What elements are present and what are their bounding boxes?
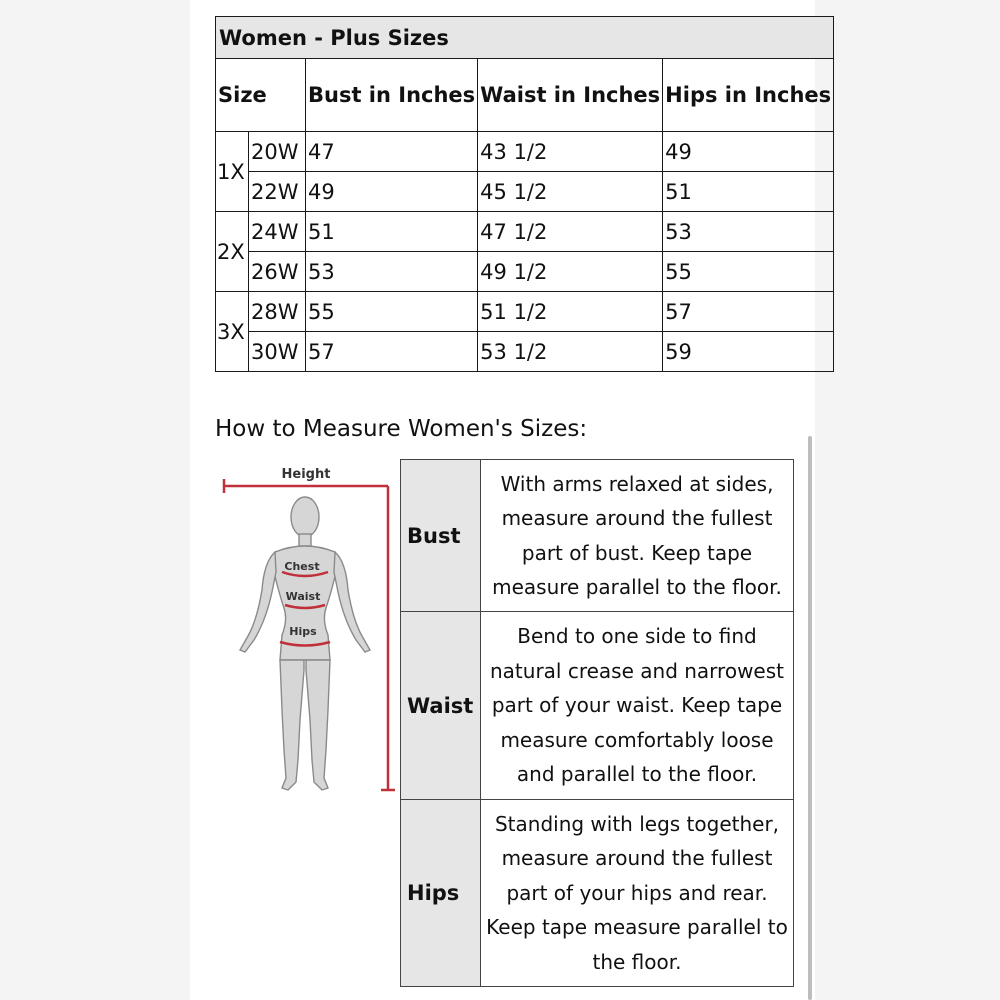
guide-row (401, 800, 794, 987)
header-bust: Bust in Inches (306, 59, 478, 132)
guide-label-waist: Waist (401, 612, 481, 800)
chest-label: Chest (284, 560, 320, 573)
table-row (216, 252, 834, 292)
hips-cell: 53 (663, 212, 834, 252)
table-row (216, 332, 834, 372)
header-waist: Waist in Inches (478, 59, 663, 132)
header-size: Size (216, 59, 306, 132)
size-group-label: 1X (216, 132, 249, 212)
size-cell: 30W (249, 332, 306, 372)
table-row (216, 172, 834, 212)
waist-cell: 51 1/2 (478, 292, 663, 332)
size-cell: 20W (249, 132, 306, 172)
measure-guide-table (400, 459, 794, 987)
bust-cell: 47 (306, 132, 478, 172)
bust-cell: 49 (306, 172, 478, 212)
bust-cell: 57 (306, 332, 478, 372)
size-chart-title: Women - Plus Sizes (216, 17, 834, 59)
measure-heading: How to Measure Women's Sizes: (215, 416, 588, 442)
body-measurement-figure (212, 460, 397, 805)
bust-cell: 55 (306, 292, 478, 332)
size-group-label: 3X (216, 292, 249, 372)
hips-cell: 57 (663, 292, 834, 332)
waist-cell: 45 1/2 (478, 172, 663, 212)
bust-cell: 51 (306, 212, 478, 252)
hips-cell: 49 (663, 132, 834, 172)
body-silhouette (240, 497, 370, 790)
guide-row (401, 460, 794, 612)
header-hips: Hips in Inches (663, 59, 834, 132)
waist-label: Waist (285, 590, 321, 603)
table-row (216, 212, 834, 252)
guide-label-bust: Bust (401, 460, 481, 612)
waist-cell: 47 1/2 (478, 212, 663, 252)
size-chart-table (215, 16, 834, 372)
hips-cell: 55 (663, 252, 834, 292)
height-label: Height (281, 467, 331, 482)
guide-text-bust: With arms relaxed at sides, measure around the fullest part of bust. Keep tape measure parallel to the floor. (481, 460, 794, 612)
table-row (216, 132, 834, 172)
size-cell: 26W (249, 252, 306, 292)
waist-cell: 49 1/2 (478, 252, 663, 292)
hips-label: Hips (289, 625, 317, 638)
waist-cell: 43 1/2 (478, 132, 663, 172)
guide-text-hips: Standing with legs together, measure around the fullest part of your hips and rear. Keep tape measure parallel to the floor. (481, 800, 794, 987)
table-row (216, 292, 834, 332)
guide-label-hips: Hips (401, 800, 481, 987)
bust-cell: 53 (306, 252, 478, 292)
waist-cell: 53 1/2 (478, 332, 663, 372)
hips-cell: 59 (663, 332, 834, 372)
size-cell: 28W (249, 292, 306, 332)
guide-text-waist: Bend to one side to find natural crease and narrowest part of your waist. Keep tape measure comfortably loose and parallel to the floor. (481, 612, 794, 800)
guide-row (401, 612, 794, 800)
scrollbar[interactable] (808, 436, 812, 1000)
size-group-label: 2X (216, 212, 249, 292)
hips-cell: 51 (663, 172, 834, 212)
size-cell: 24W (249, 212, 306, 252)
size-cell: 22W (249, 172, 306, 212)
